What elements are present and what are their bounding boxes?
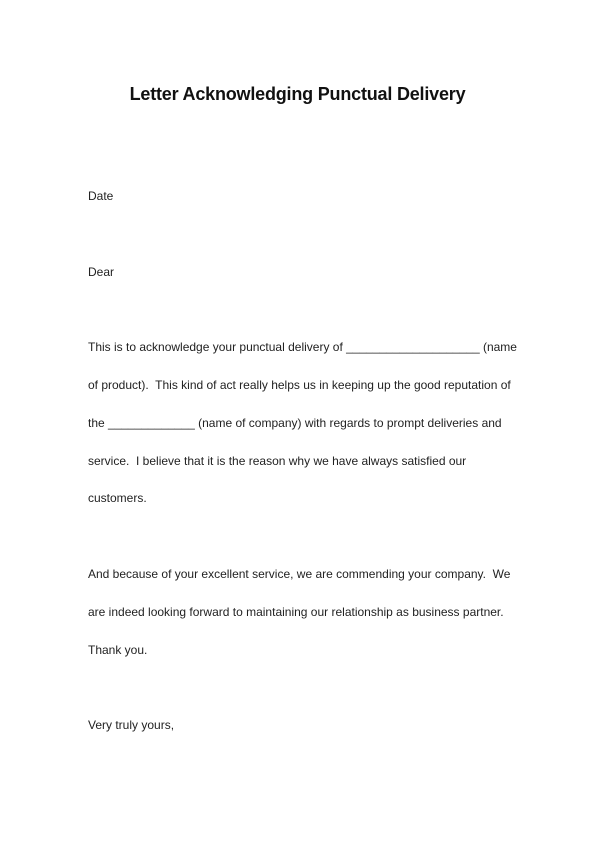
letter-title: Letter Acknowledging Punctual Delivery: [129, 84, 466, 104]
paragraph2-line-1: And because of your excellent service, we are commending your company. We: [88, 567, 511, 581]
date-label: Date: [88, 189, 114, 203]
paragraph2-line-2: are indeed looking forward to maintaining our relationship as business partner.: [88, 605, 504, 619]
paragraph1-line-4: service. I believe that it is the reason why we have always satisfied our: [88, 454, 467, 468]
paragraph1-line-1: This is to acknowledge your punctual delivery of ____________________ (name: [88, 340, 517, 354]
paragraph1-line-3: the _____________ (name of company) with regards to prompt deliveries and: [88, 416, 502, 430]
paragraph1-line-2: of product). This kind of act really helps us in keeping up the good reputation of: [88, 378, 511, 392]
thanks-line: Thank you.: [88, 643, 148, 657]
salutation: Dear: [88, 265, 115, 279]
paragraph1-line-5: customers.: [88, 491, 147, 505]
closing-line: Very truly yours,: [88, 718, 175, 732]
